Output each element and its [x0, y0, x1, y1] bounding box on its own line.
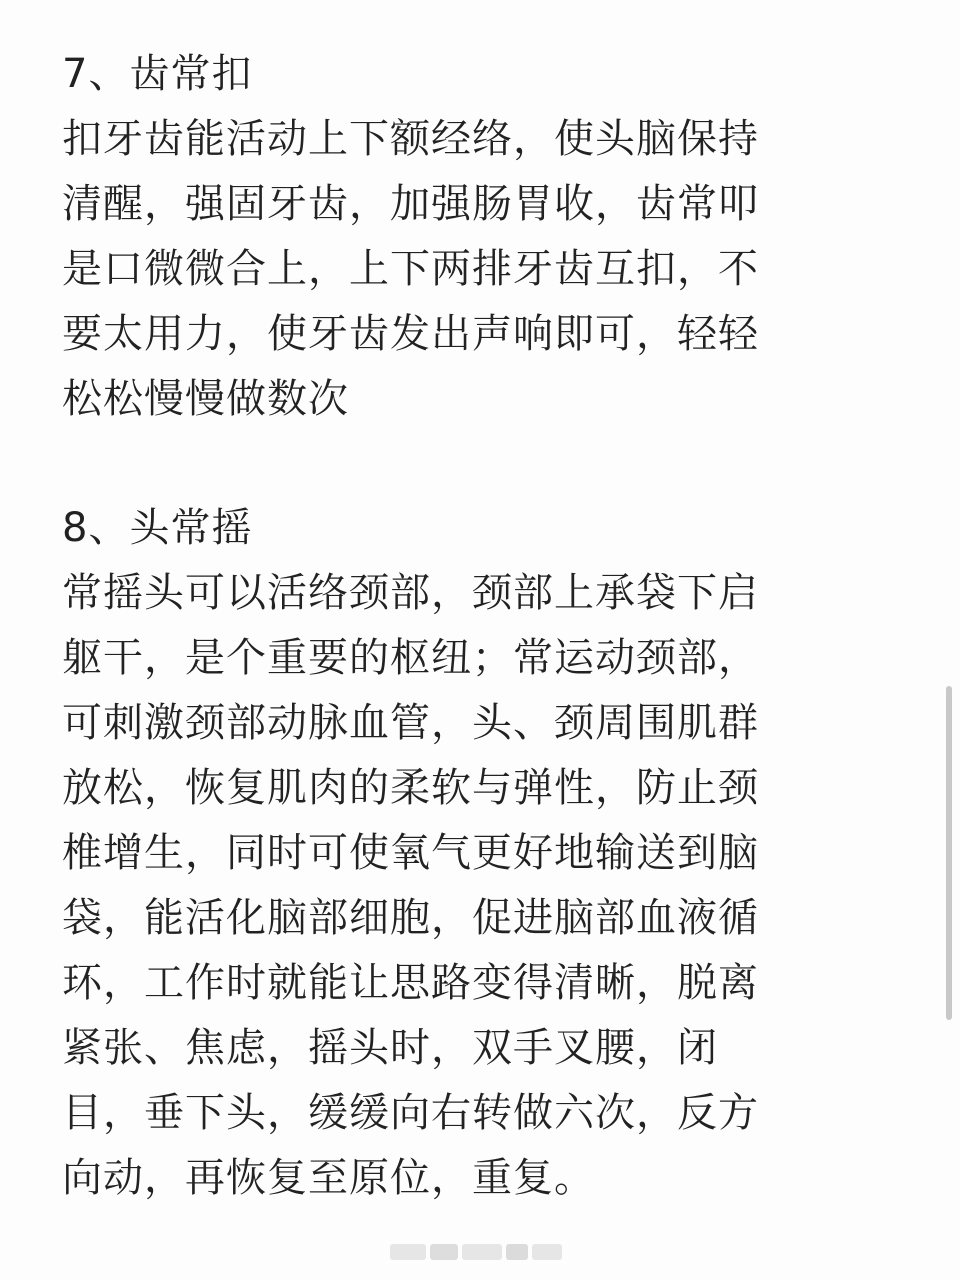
article-content	[62, 42, 882, 1211]
body-line: 向动，再恢复至原位，重复。	[62, 1155, 595, 1201]
body-line: 躯干，是个重要的枢纽；常运动颈部，	[62, 635, 759, 681]
body-line: 要太用力，使牙齿发出声响即可，轻轻	[62, 311, 759, 357]
body-line: 松松慢慢做数次	[62, 376, 349, 422]
body-line: 放松，恢复肌肉的柔软与弹性，防止颈	[62, 765, 759, 811]
section-head-shaking	[62, 496, 882, 1211]
body-line: 椎增生，同时可使氧气更好地输送到脑	[62, 830, 759, 876]
watermark-segment	[390, 1244, 426, 1260]
section-title: 8、头常摇	[62, 505, 253, 551]
watermark-segment	[506, 1244, 528, 1260]
section-body	[62, 107, 882, 432]
body-line: 可刺激颈部动脉血管，头、颈周围肌群	[62, 700, 759, 746]
body-line: 扣牙齿能活动上下额经络，使头脑保持	[62, 116, 759, 162]
section-title: 7、齿常扣	[62, 51, 253, 97]
body-line: 是口微微合上，上下两排牙齿互扣，不	[62, 246, 759, 292]
watermark-logo	[390, 1241, 565, 1263]
section-body	[62, 561, 882, 1211]
scrollbar-thumb[interactable]	[946, 686, 952, 1020]
watermark-segment	[532, 1244, 562, 1260]
body-line: 常摇头可以活络颈部，颈部上承袋下启	[62, 570, 759, 616]
watermark-segment	[462, 1244, 502, 1260]
section-teeth-tapping	[62, 42, 882, 432]
body-line: 清醒，强固牙齿，加强肠胃收，齿常叩	[62, 181, 759, 227]
body-line: 目，垂下头，缓缓向右转做六次，反方	[62, 1090, 759, 1136]
body-line: 紧张、焦虑，摇头时，双手叉腰，闭	[62, 1025, 718, 1071]
body-line: 袋，能活化脑部细胞，促进脑部血液循	[62, 895, 759, 941]
body-line: 环，工作时就能让思路变得清晰，脱离	[62, 960, 759, 1006]
watermark-segment	[430, 1244, 458, 1260]
